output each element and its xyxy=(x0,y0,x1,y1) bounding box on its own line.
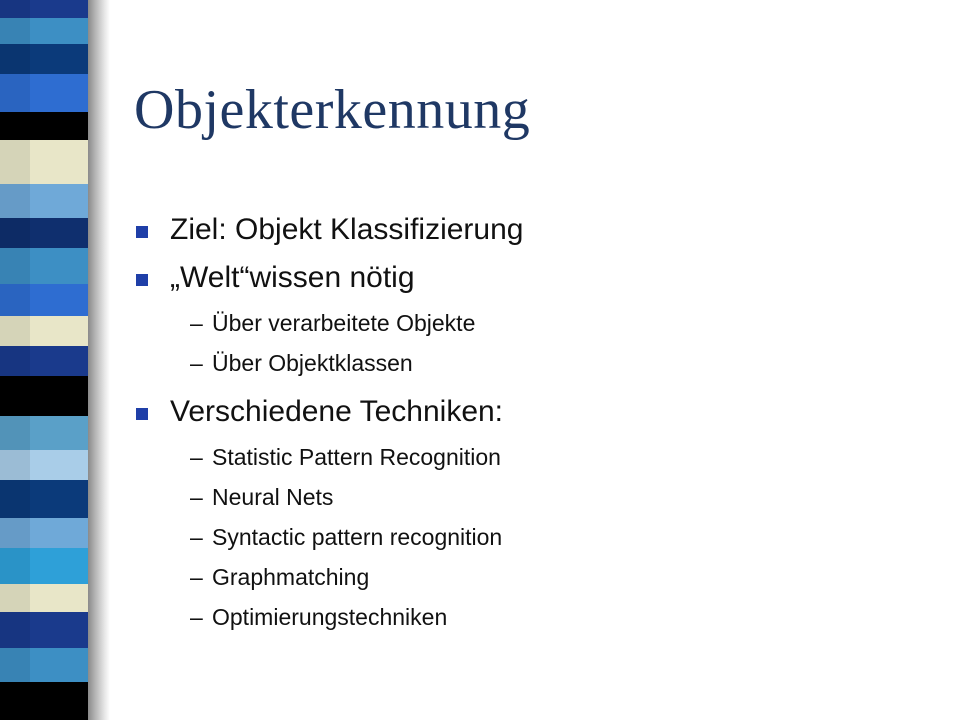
sub-bullet-item xyxy=(134,306,914,340)
bullet-list xyxy=(134,210,914,640)
dash-marker: – xyxy=(190,604,203,630)
stripe-left-shade xyxy=(0,0,30,720)
sub-bullet-text: Graphmatching xyxy=(212,564,370,590)
dash-marker: – xyxy=(190,484,203,510)
slide-title: Objekterkennung xyxy=(134,79,531,141)
bullet-text: Ziel: Objekt Klassifizierung xyxy=(170,213,524,246)
dash-marker: – xyxy=(190,310,203,336)
stripe-shadow xyxy=(88,0,110,720)
sub-bullet-item xyxy=(134,440,914,474)
sub-bullet-text: Über verarbeitete Objekte xyxy=(212,310,476,336)
sub-bullet-item xyxy=(134,480,914,514)
sub-bullet-item xyxy=(134,600,914,634)
dash-marker: – xyxy=(190,444,203,470)
dash-marker: – xyxy=(190,350,203,376)
dash-marker: – xyxy=(190,524,203,550)
bullet-item xyxy=(134,392,914,432)
square-bullet-icon xyxy=(136,274,148,286)
sub-bullet-text: Statistic Pattern Recognition xyxy=(212,444,501,470)
bullet-item xyxy=(134,258,914,298)
dash-marker: – xyxy=(190,564,203,590)
sub-bullet-text: Neural Nets xyxy=(212,484,334,510)
square-bullet-icon xyxy=(136,226,148,238)
sub-bullet-item xyxy=(134,346,914,380)
bullet-text: „Welt“wissen nötig xyxy=(170,261,415,294)
bullet-text: Verschiedene Techniken: xyxy=(170,395,504,428)
sub-bullet-item xyxy=(134,520,914,554)
sub-bullet-text: Syntactic pattern recognition xyxy=(212,524,503,550)
sub-bullet-text: Optimierungstechniken xyxy=(212,604,448,630)
square-bullet-icon xyxy=(136,408,148,420)
sub-bullet-item xyxy=(134,560,914,594)
sub-bullet-text: Über Objektklassen xyxy=(212,350,413,376)
bullet-item xyxy=(134,210,914,250)
